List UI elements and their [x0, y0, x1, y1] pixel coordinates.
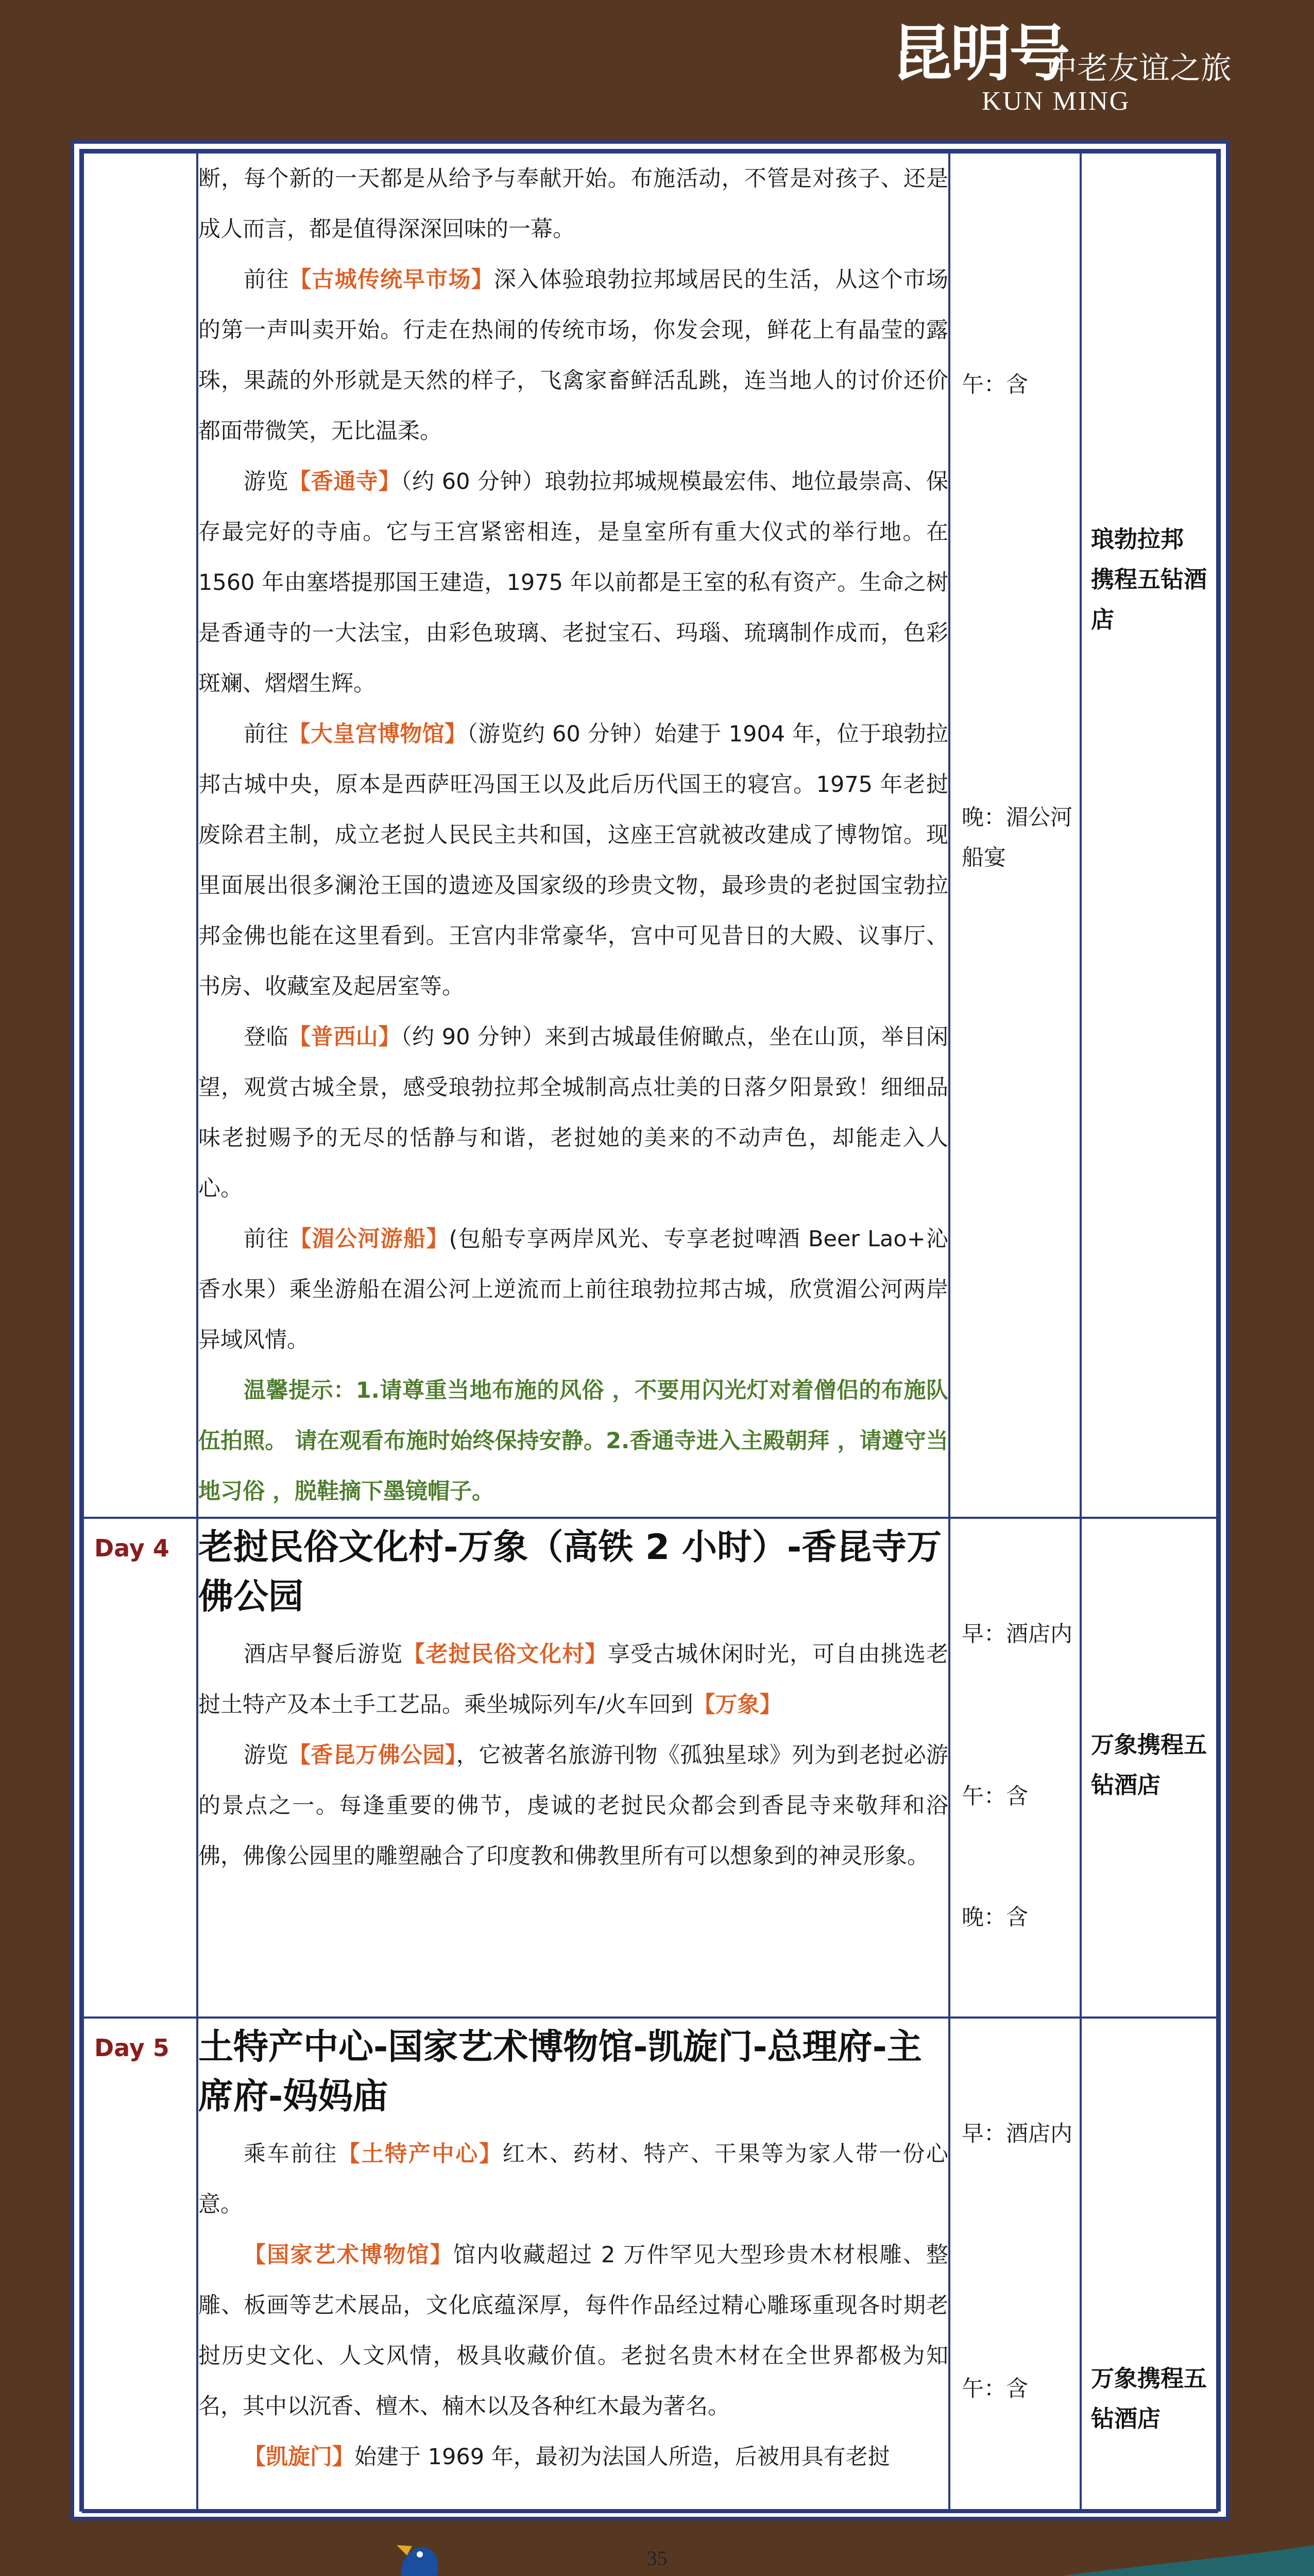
day-cell — [83, 1518, 197, 2018]
attraction-name: 【大皇宫博物馆】 — [288, 721, 467, 747]
text-segment: (包船专享两岸风光、专享老挝啤酒 Beer Lao+沁香水果）乘坐游船在湄公河上逆流而上前往琅勃拉邦古城，欣赏湄公河两岸异域风情。 — [198, 1226, 949, 1353]
description-paragraph — [198, 2129, 948, 2230]
text-segment: 游览 — [244, 1742, 288, 1768]
day-cell — [83, 2018, 197, 2512]
meal-info: 午：含 — [962, 1784, 1028, 1809]
itinerary-row — [83, 2018, 1217, 2512]
meal-info: 午：含 — [962, 2376, 1028, 2402]
day-title: 土特产中心-国家艺术博物馆-凯旋门-总理府-主席府-妈妈庙 — [198, 2027, 922, 2117]
description-paragraph — [198, 2230, 948, 2432]
itinerary-description-cell — [197, 1518, 949, 2018]
hotel-cell — [1081, 152, 1217, 1518]
day-label — [84, 154, 196, 169]
text-segment: 深入体验琅勃拉邦域居民的生活，从这个市场的第一声叫卖开始。行走在热闹的传统市场，你发会现，鲜花上有晶莹的露珠，果蔬的外形就是天然的样子，飞禽家畜鲜活乱跳，连当地人的讨价还价都面带微笑，无比温柔。 — [198, 267, 949, 444]
hotel-name-line: 钻酒店 — [1091, 2405, 1161, 2432]
itinerary-row — [83, 1518, 1217, 2018]
itinerary-frame — [71, 140, 1230, 2520]
day-label: Day 4 — [94, 1534, 169, 1562]
text-segment: 前往 — [244, 1226, 289, 1252]
day-title: 老挝民俗文化村-万象（高铁 2 小时）-香昆寺万佛公园 — [198, 1527, 942, 1617]
tip-paragraph — [198, 1365, 948, 1517]
meal-info: 早：酒店内 — [962, 1621, 1072, 1647]
text-segment: （约 90 分钟）来到古城最佳俯瞰点，坐在山顶，举目闲望，观赏古城全景，感受琅勃拉邦全城制高点壮美的日落夕阳景致！细细品味老挝赐予的无尽的恬静与和谐，老挝她的美来的不动声色，却能走入人心。 — [198, 1024, 948, 1201]
hotel-name-line: 琅勃拉邦 — [1091, 526, 1184, 553]
attraction-name: 【香昆万佛公园】 — [288, 1742, 456, 1768]
attraction-name: 【万象】 — [693, 1692, 782, 1718]
hotel-name — [1091, 1725, 1211, 1805]
description-paragraph — [198, 1629, 948, 1730]
description-paragraph — [198, 1012, 948, 1214]
text-segment: 享受古城休闲时光，可自由挑选老挝土特产及本土手工艺品。乘坐城际列车/火车回到 — [198, 1641, 949, 1718]
meal-info: 早：酒店内 — [962, 2121, 1072, 2147]
attraction-name: 【古城传统早市场】 — [289, 267, 494, 293]
text-segment: 前往 — [244, 721, 288, 747]
text-segment: 游览 — [244, 469, 289, 495]
description-paragraph — [198, 255, 948, 456]
brand-main-text: 昆明号 — [892, 18, 1068, 89]
attraction-name: 【香通寺】 — [288, 469, 401, 495]
text-segment: （约 60 分钟）琅勃拉邦城规模最宏伟、地位最崇高、保存最完好的寺庙。它与王宫紧密相连，是皇室所有重大仪式的举行地。在 1560 年由塞塔提那国王建造，1975 年以前都是王室的私有资产。生命之树是香通寺的一大法宝，由彩色玻璃、老挝宝石、玛瑙、琉璃制作成而，色彩斑斓、熠熠生辉。 — [198, 469, 948, 697]
brand-english-text: KUN MING — [982, 87, 1131, 116]
day-cell — [83, 152, 197, 1518]
text-segment: 前往 — [244, 267, 289, 293]
hotel-name-line: 携程五钻酒 — [1091, 566, 1207, 593]
description-paragraph — [198, 1730, 948, 1882]
brand-logo — [892, 18, 1293, 131]
attraction-name: 【国家艺术博物馆】 — [244, 2242, 453, 2268]
itinerary-description-cell — [197, 152, 949, 1518]
text-segment: 红木、药材、特产、干果等为家人带一份心意。 — [198, 2141, 949, 2217]
meals-cell — [949, 2018, 1081, 2512]
meal-info: 晚：湄公河 — [962, 805, 1072, 831]
description-paragraph — [198, 456, 948, 709]
attraction-name: 【凯旋门】 — [244, 2444, 354, 2470]
itinerary-description-cell — [197, 2018, 949, 2512]
meal-info: 晚：含 — [962, 1905, 1028, 1930]
meals-cell — [949, 1518, 1081, 2018]
attraction-name: 【湄公河游船】 — [289, 1226, 449, 1252]
text-segment: ，它被著名旅游刊物《孤独星球》列为到老挝必游的景点之一。每逢重要的佛节，虔诚的老挝民众都会到香昆寺来敬拜和浴佛，佛像公园里的雕塑融合了印度教和佛教里所有可以想象到的神灵形象。 — [198, 1742, 949, 1869]
text-segment: 断，每个新的一天都是从给予与奉献开始。布施活动，不管是对孩子、还是成人而言，都是值得深深回味的一幕。 — [198, 166, 948, 242]
description-paragraph — [198, 2432, 948, 2482]
hotel-name-line: 万象携程五 — [1091, 2365, 1207, 2392]
attraction-name: 【普西山】 — [288, 1024, 401, 1050]
text-segment: 乘车前往 — [244, 2141, 338, 2167]
text-segment: （游览约 60 分钟）始建于 1904 年，位于琅勃拉邦古城中央，原本是西萨旺冯国王以及此后历代国王的寝宫。1975 年老挝废除君主制，成立老挝人民民主共和国，这座王宫就被改建成了博物馆。现里面展出很多澜沧王国的遗迹及国家级的珍贵文物，最珍贵的老挝国宝勃拉邦金佛也能在这里看到。王宫内非常豪华，宫中可见昔日的大殿、议事厅、书房、收藏室及起居室等。 — [198, 721, 949, 999]
meals-cell — [949, 152, 1081, 1518]
itinerary-table — [82, 151, 1218, 2513]
itinerary-row — [83, 152, 1217, 1518]
hotel-name-line: 钻酒店 — [1091, 1771, 1161, 1799]
text-segment: 馆内收藏超过 2 万件罕见大型珍贵木材根雕、整雕、板画等艺术展品，文化底蕴深厚，每件作品经过精心雕琢重现各时期老挝历史文化、人文风情，极具收藏价值。老挝名贵木材在全世界都极为知名，其中以沉香、檀木、楠木以及各种红木最为著名。 — [198, 2242, 948, 2419]
description-paragraph — [198, 709, 948, 1012]
hotel-name-line: 店 — [1091, 606, 1115, 633]
day-label: Day 5 — [94, 2034, 169, 2062]
text-segment: 登临 — [244, 1024, 289, 1050]
itinerary-rows — [83, 152, 1217, 2512]
itinerary-inner-border — [79, 149, 1221, 2512]
hotel-cell — [1081, 1518, 1217, 2018]
description-paragraph — [198, 1214, 948, 1365]
hotel-name-line: 万象携程五 — [1091, 1731, 1207, 1758]
attraction-name: 【土特产中心】 — [337, 2141, 503, 2167]
text-segment: 温馨提示：1.请尊重当地布施的风俗 ，不要用闪光灯对着僧侣的布施队伍拍照。 请在观看布施时始终保持安静。2.香通寺进入主殿朝拜 ，请遵守当地习俗 ，脱鞋摘下墨镜帽子。 — [198, 1378, 948, 1504]
description-paragraph — [198, 154, 948, 255]
brand-sub-text: 中老友谊之旅 — [1046, 50, 1232, 87]
hotel-name — [1091, 2359, 1211, 2439]
meal-info: 午：含 — [962, 372, 1028, 398]
page-number: 35 — [646, 2547, 668, 2570]
hotel-name — [1091, 519, 1211, 640]
meal-info: 船宴 — [962, 845, 1006, 871]
text-segment: 始建于 1969 年，最初为法国人所造，后被用具有老挝 — [354, 2444, 890, 2470]
text-segment: 酒店早餐后游览 — [244, 1641, 403, 1667]
hotel-cell — [1081, 2018, 1217, 2512]
attraction-name: 【老挝民俗文化村】 — [403, 1641, 608, 1667]
